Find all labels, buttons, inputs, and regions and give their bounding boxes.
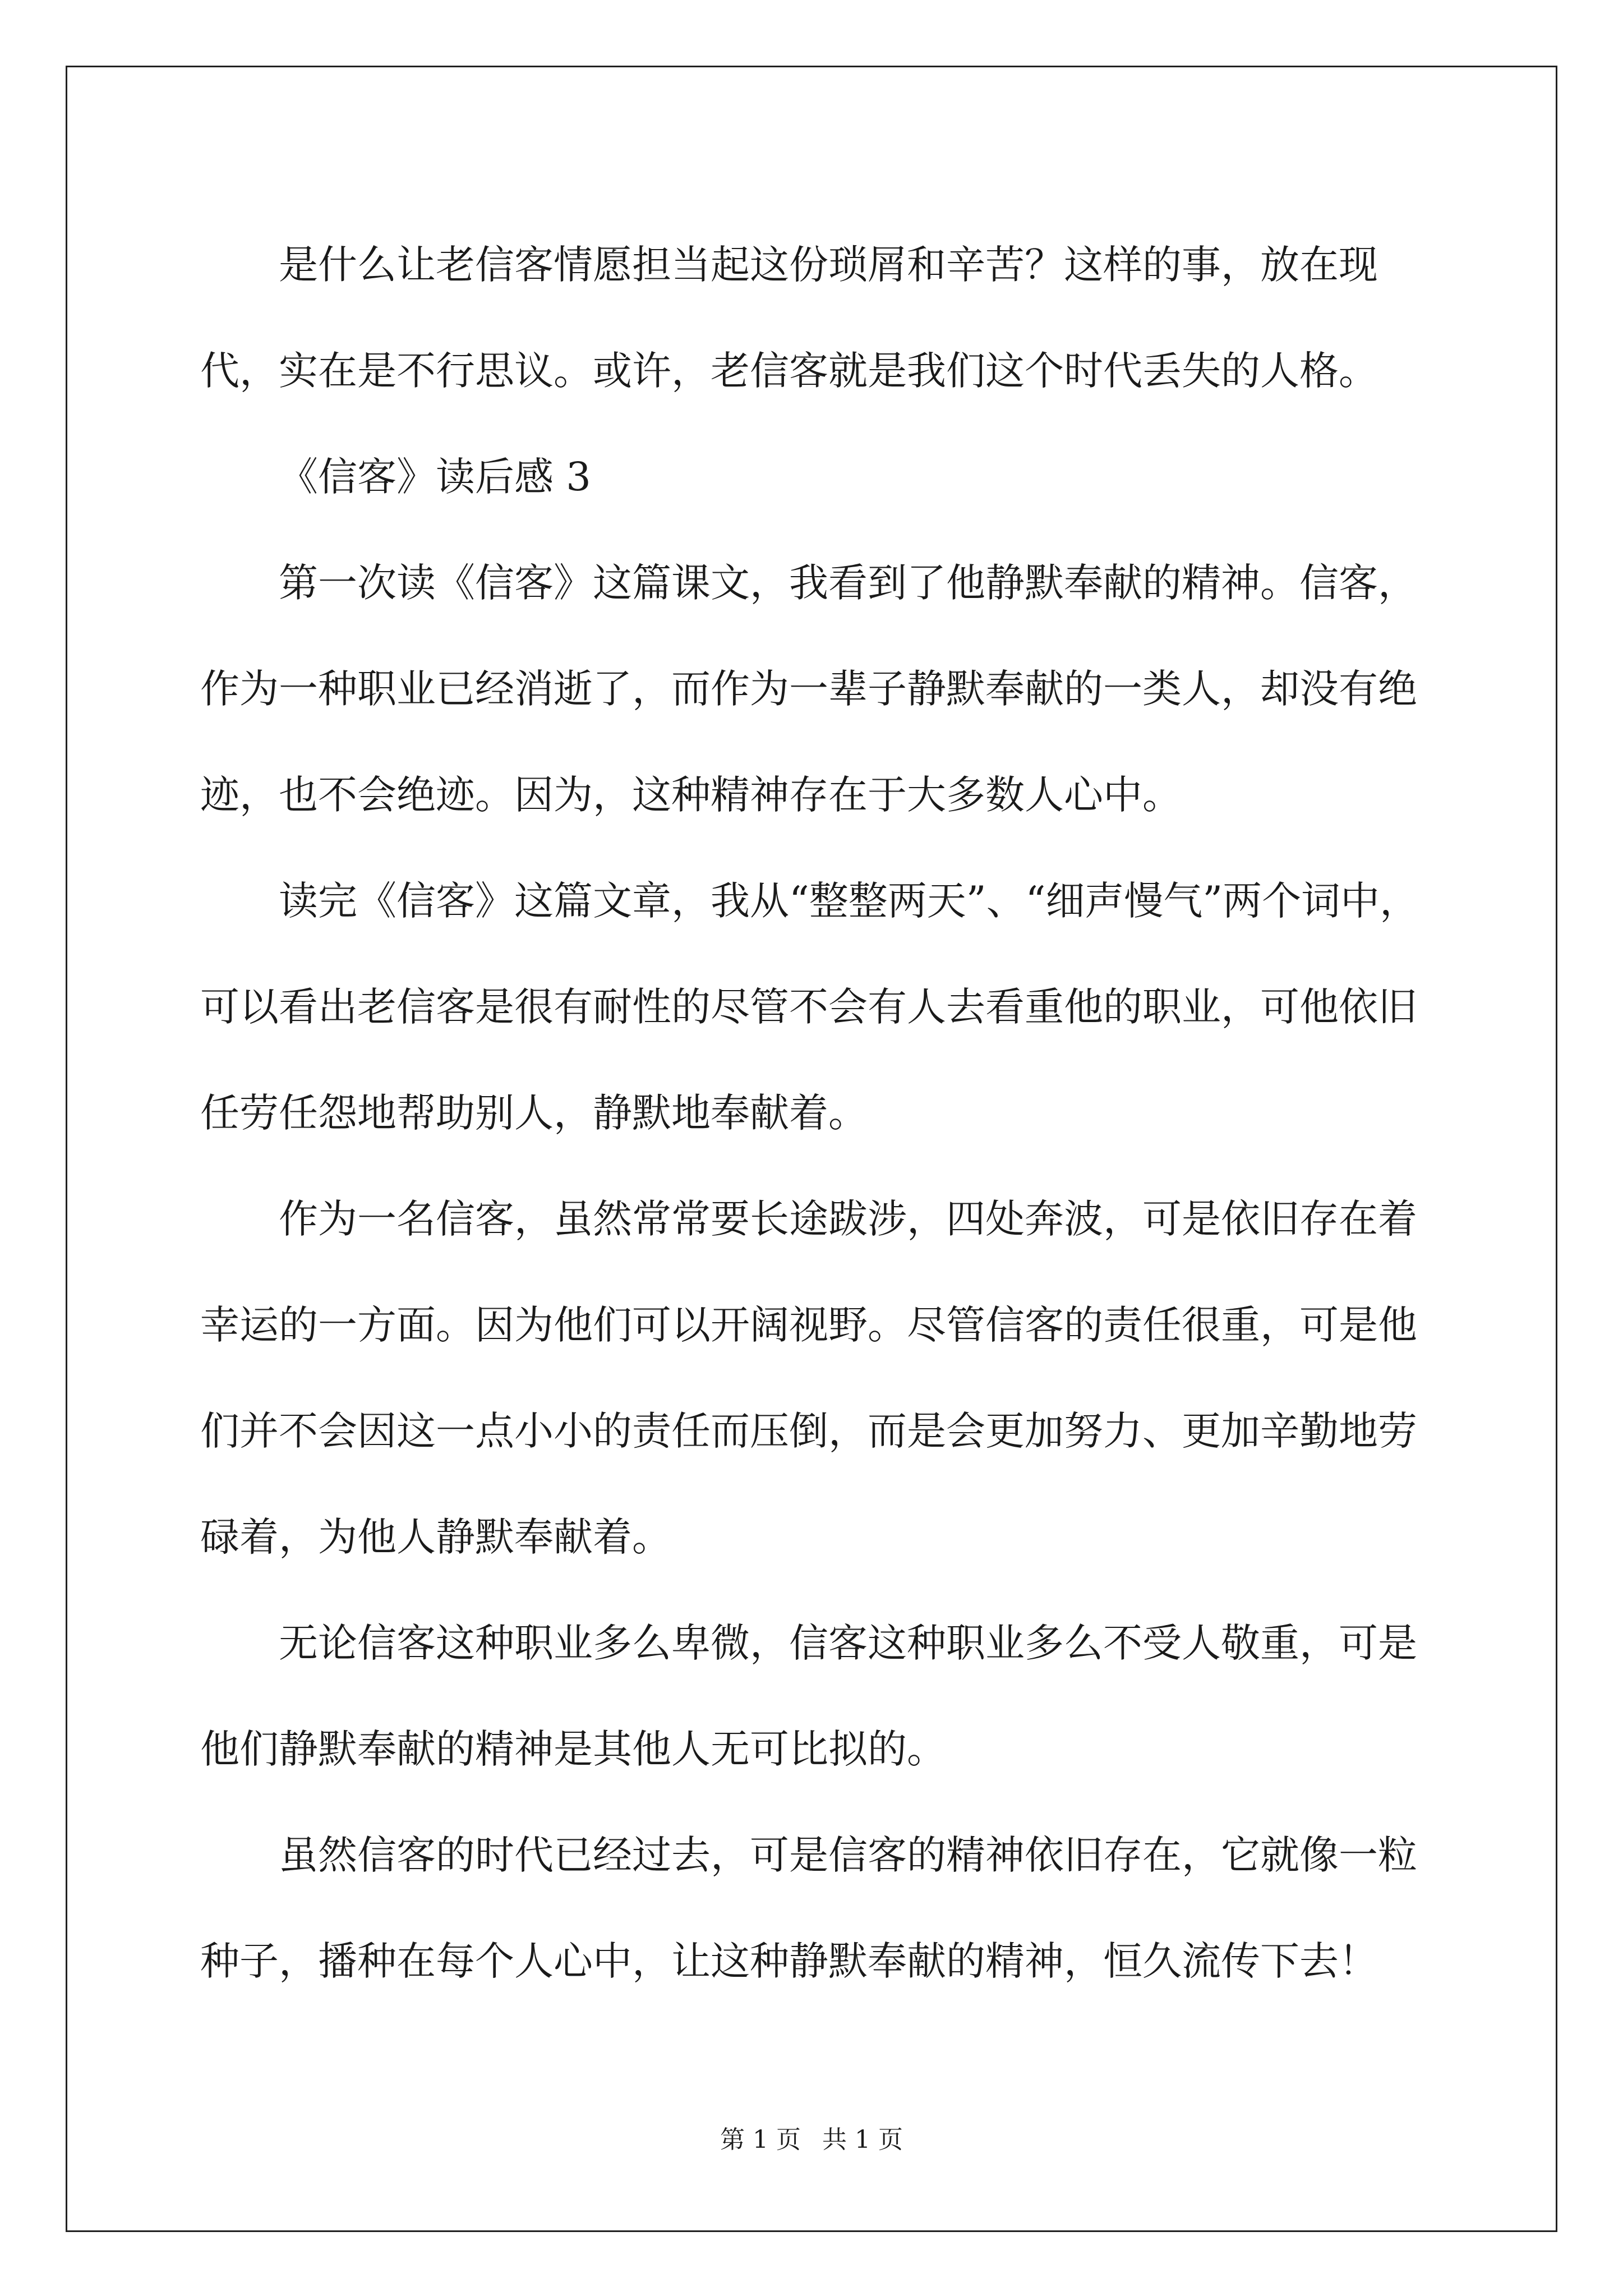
page-footer [0, 2123, 1623, 2157]
document-body [200, 212, 1434, 2014]
paragraph-4: 作为一名信客，虽然常常要长途跋涉，四处奔波，可是依旧存在着幸运的一方面。因为他们可以开阔视野。尽管信客的责任很重，可是他们并不会因这一点小小的责任而压倒，而是会更加努力、更加辛勤地劳碌着，为他人静默奉献着。 [200, 1196, 1417, 1560]
paragraph-6: 虽然信客的时代已经过去，可是信客的精神依旧存在，它就像一粒种子，播种在每个人心中，让这种静默奉献的精神，恒久流传下去！ [200, 1832, 1417, 1984]
page-count: 共 1 页 [822, 2125, 903, 2154]
paragraph-5: 无论信客这种职业多么卑微，信客这种职业多么不受人敬重，可是他们静默奉献的精神是其他人无可比拟的。 [200, 1620, 1417, 1772]
page-number: 第 1 页 [720, 2125, 801, 2154]
section-heading: 《信客》读后感 3 [279, 454, 591, 500]
paragraph-3: 读完《信客》这篇文章，我从“整整两天”、“细声慢气”两个词中，可以看出老信客是很有耐性的尽管不会有人去看重他的职业，可他依旧任劳任怨地帮助别人，静默地奉献着。 [200, 878, 1419, 1136]
paragraph-1: 是什么让老信客情愿担当起这份琐屑和辛苦？这样的事，放在现代，实在是不行思议。或许，老信客就是我们这个时代丢失的人格。 [200, 242, 1378, 394]
paragraph-2: 第一次读《信客》这篇课文，我看到了他静默奉献的精神。信客，作为一种职业已经消逝了，而作为一辈子静默奉献的一类人，却没有绝迹，也不会绝迹。因为，这种精神存在于大多数人心中。 [200, 560, 1417, 818]
